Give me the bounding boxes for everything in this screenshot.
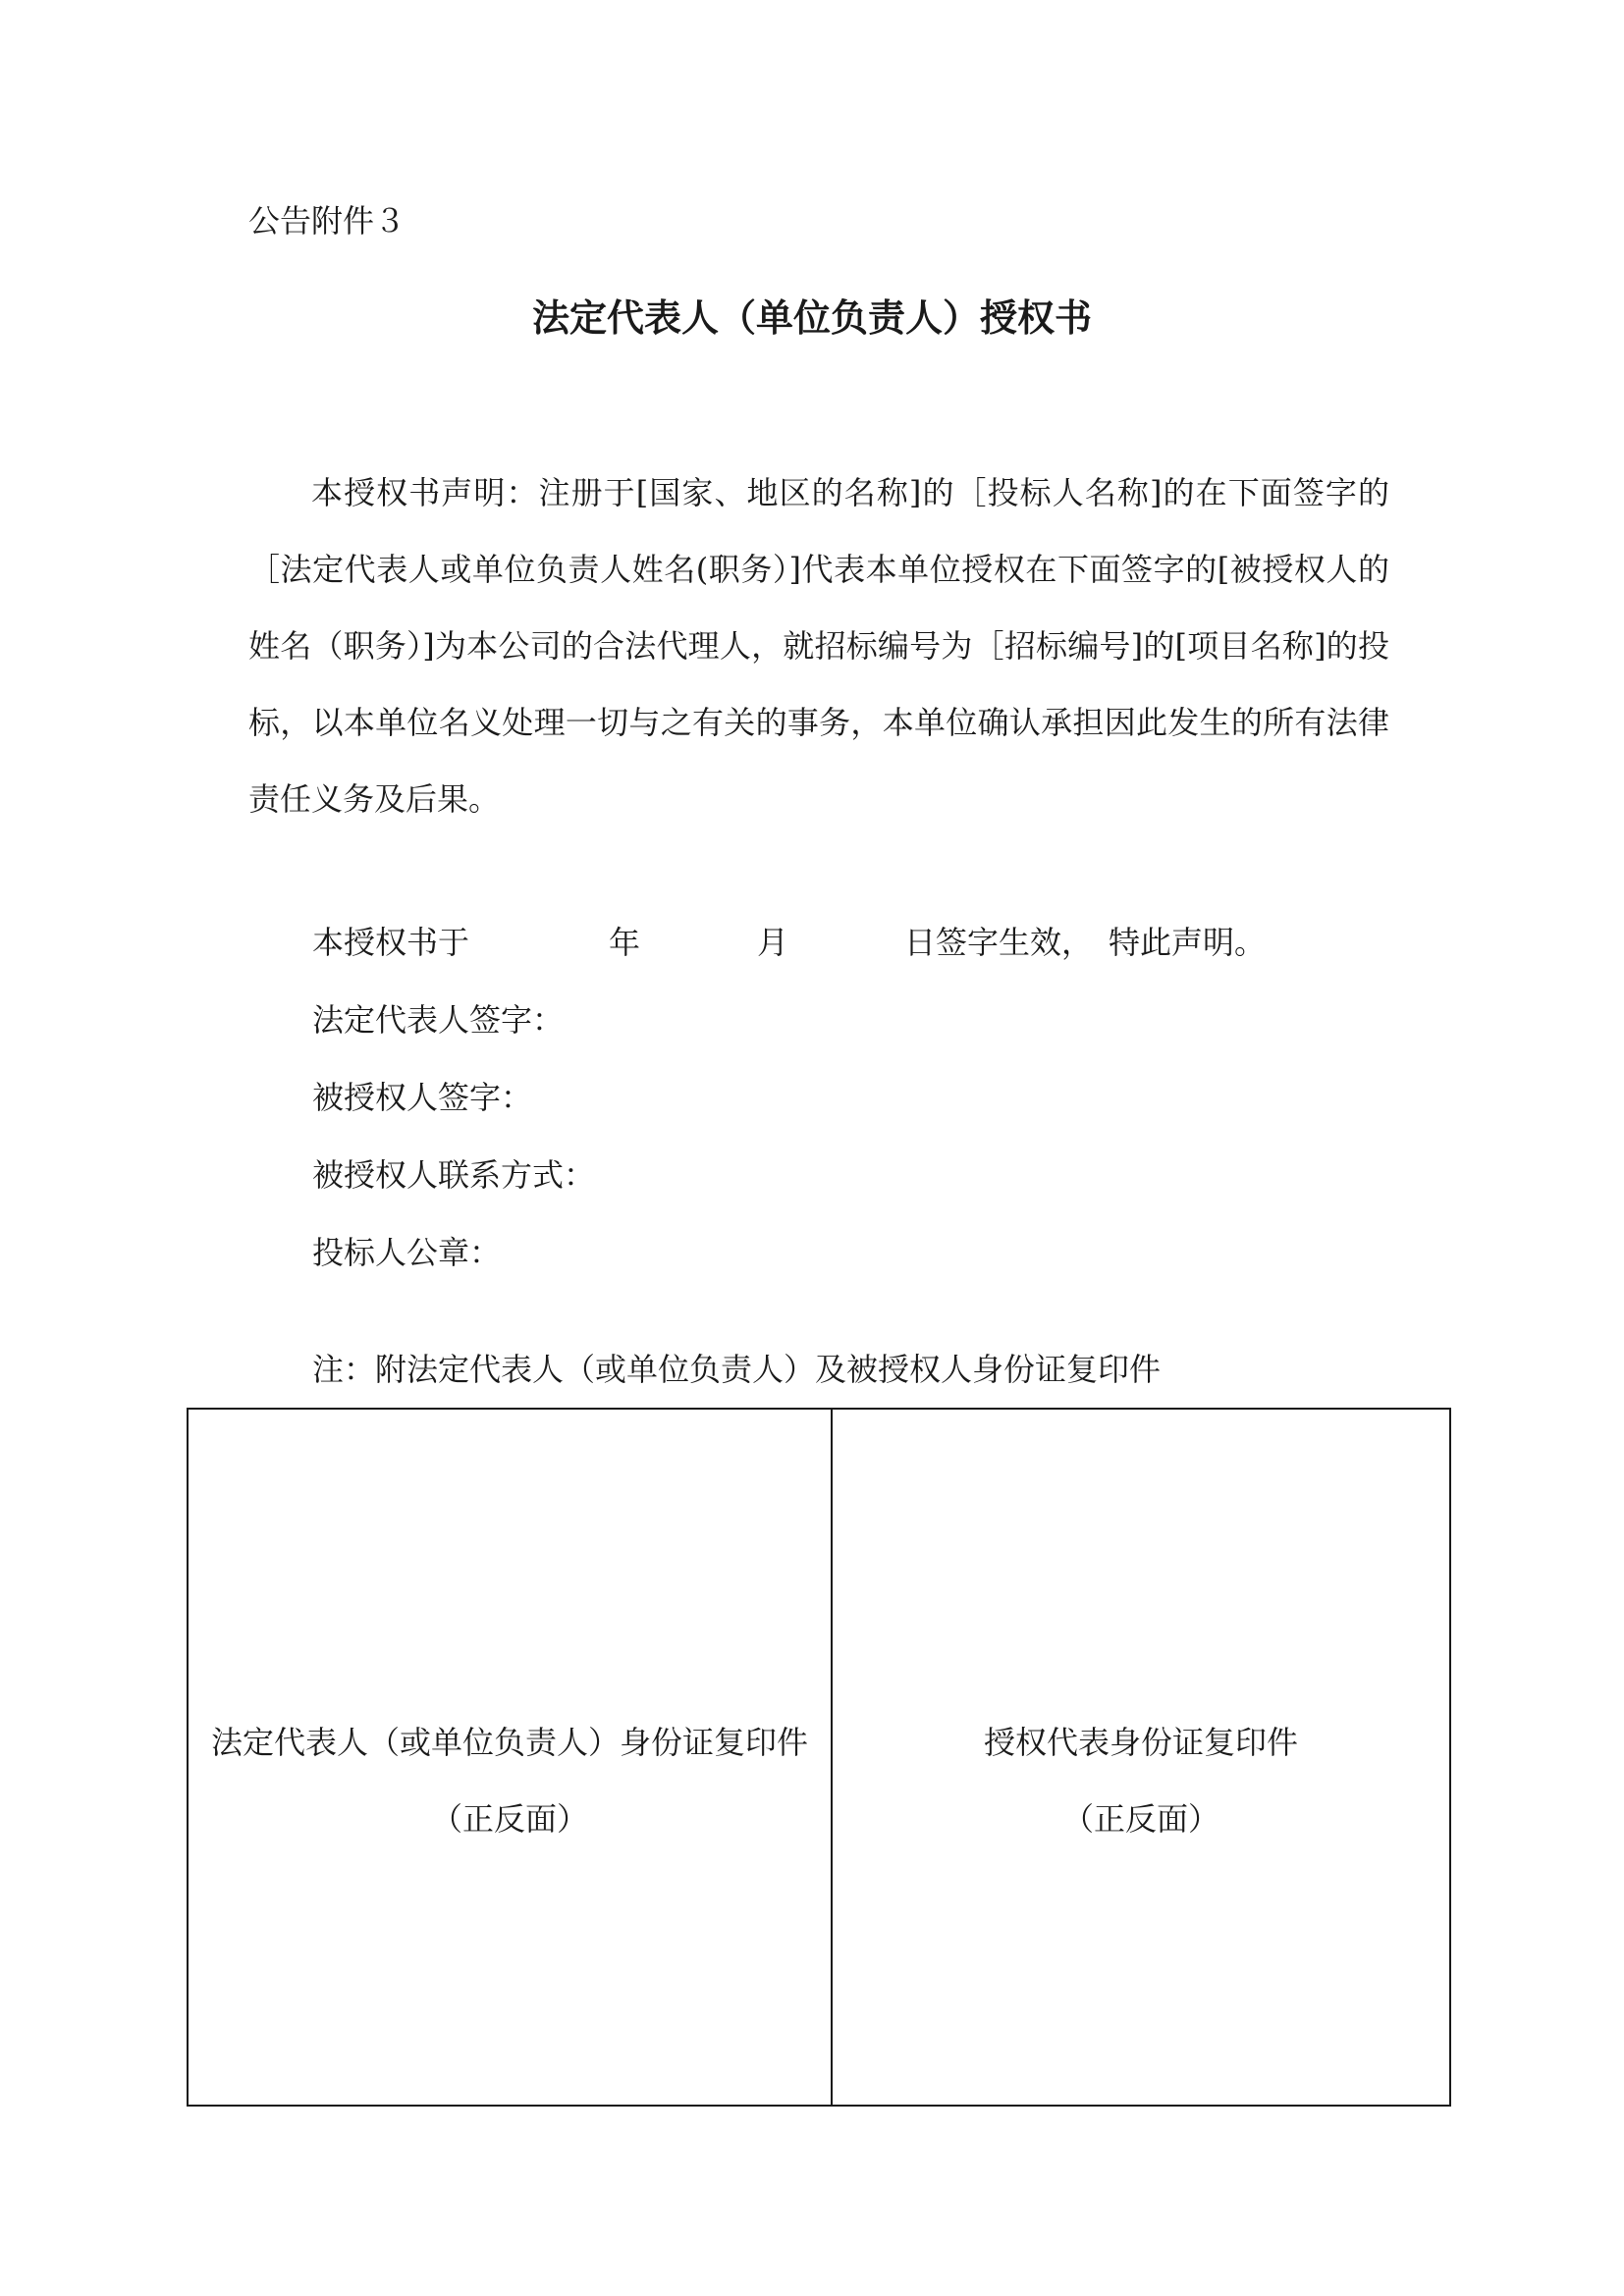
authorized-rep-id-sides: （正反面） <box>1061 1800 1219 1838</box>
legal-rep-id-sides: （正反面） <box>430 1800 588 1838</box>
attachment-note: 注：附法定代表人（或单位负责人）及被授权人身份证复印件 <box>312 1351 1162 1388</box>
authorized-person-contact-line: 被授权人联系方式： <box>312 1156 596 1194</box>
authorized-person-signature-line: 被授权人签字： <box>312 1079 533 1116</box>
date-year-label: 年 <box>609 924 641 961</box>
authorization-statement: 本授权书声明：注册于[国家、地区的名称]的［投标人名称]的在下面签字的［法定代表人或单位负责人姓名(职务）]代表本单位授权在下面签字的[被授权人的姓名（职务）]为本公司的合法代理人，就招标编号为［招标编号]的[项目名称]的投标，以本单位名义处理一切与之有关的事务，本单位确认承担因此发生的所有法律责任义务及后果。 <box>248 474 1389 818</box>
date-month-label: 月 <box>757 924 789 961</box>
authorized-rep-id-cell <box>833 1410 1449 2105</box>
authorized-rep-id-caption <box>833 1704 1449 1857</box>
legal-rep-id-cell <box>189 1410 833 2105</box>
id-copy-table <box>187 1408 1451 2107</box>
bidder-seal-line: 投标人公章： <box>312 1234 502 1271</box>
authorized-rep-id-title: 授权代表身份证复印件 <box>983 1724 1298 1761</box>
attachment-label: 公告附件３ <box>248 202 406 240</box>
legal-rep-id-caption <box>189 1704 831 1857</box>
date-suffix: 日签字生效， 特此声明。 <box>904 924 1267 961</box>
legal-rep-signature-line: 法定代表人签字： <box>312 1001 565 1039</box>
document-title: 法定代表人（单位负责人）授权书 <box>531 296 1092 340</box>
date-prefix: 本授权书于 <box>312 924 470 961</box>
legal-rep-id-title: 法定代表人（或单位负责人）身份证复印件 <box>210 1724 808 1761</box>
